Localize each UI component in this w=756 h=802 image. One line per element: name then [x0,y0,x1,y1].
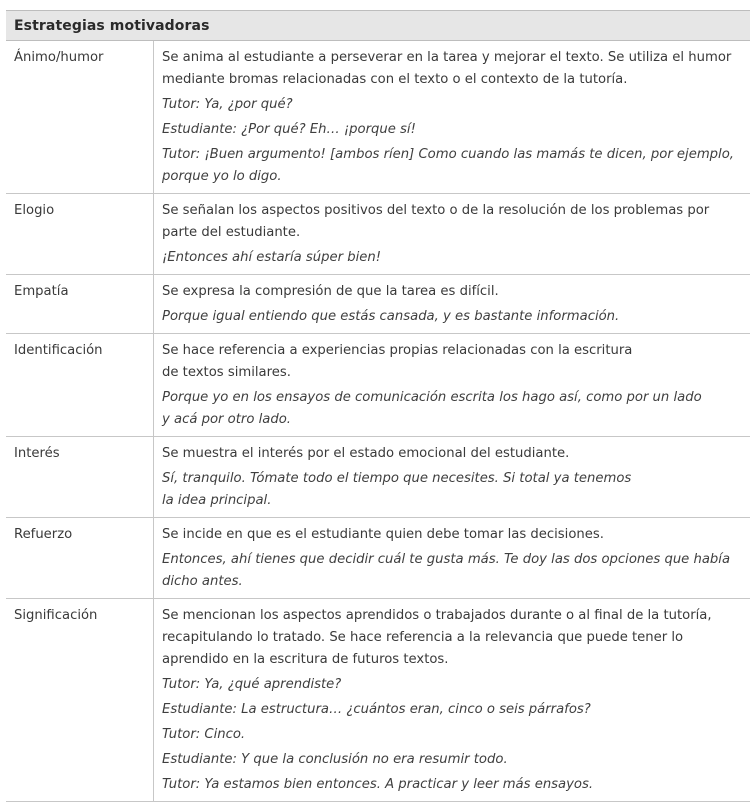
example-line: Estudiante: ¿Por qué? Eh… ¡porque sí! [162,122,416,137]
example-line: Tutor: Cinco. [162,727,246,742]
table-row [6,518,750,599]
strategy-example [162,247,744,269]
strategy-content [154,41,750,193]
strategy-description [162,281,744,303]
example-line: Entonces, ahí tienes que decidir cuál te gusta más. Te doy las dos opciones que había [162,552,731,567]
strategy-content [154,334,750,436]
strategy-example [162,306,744,328]
strategy-content [154,599,750,801]
example-line: Tutor: Ya estamos bien entonces. A practicar y leer más ensayos. [162,777,594,792]
strategy-example [162,674,744,696]
example-line: Estudiante: Y que la conclusión no era resumir todo. [162,752,508,767]
strategy-label: Refuerzo [6,518,154,598]
table-row [6,194,750,275]
description-line: de textos similares. [162,365,291,380]
strategy-description [162,340,744,384]
description-line: Se expresa la compresión de que la tarea es difícil. [162,284,499,299]
strategy-label: Interés [6,437,154,517]
table-header [6,11,750,41]
strategy-content [154,194,750,274]
strategy-example [162,549,744,593]
strategy-example [162,387,744,431]
strategy-example [162,724,744,746]
strategy-description [162,443,744,465]
table-body [6,41,750,802]
example-line: porque yo lo digo. [162,169,282,184]
example-line: Porque yo en los ensayos de comunicación escrita los hago así, como por un lado [162,390,702,405]
strategy-label: Ánimo/humor [6,41,154,193]
description-line: aprendido en la escritura de futuros textos. [162,652,449,667]
example-line: la idea principal. [162,493,272,508]
description-line: Se incide en que es el estudiante quien debe tomar las decisiones. [162,527,604,542]
description-line: parte del estudiante. [162,225,301,240]
description-line: mediante bromas relacionadas con el texto o el contexto de la tutoría. [162,72,628,87]
table-row [6,275,750,334]
example-line: Tutor: ¡Buen argumento! [ambos ríen] Como cuando las mamás te dicen, por ejemplo, [162,147,734,162]
strategy-example [162,699,744,721]
description-line: Se mencionan los aspectos aprendidos o trabajados durante o al final de la tutoría, [162,608,712,623]
strategy-example [162,468,744,512]
table-row [6,599,750,802]
strategy-example [162,119,744,141]
strategy-example [162,774,744,796]
strategy-content [154,437,750,517]
strategy-example [162,749,744,771]
strategy-description [162,524,744,546]
example-line: Estudiante: La estructura… ¿cuántos eran, cinco o seis párrafos? [162,702,591,717]
description-line: Se hace referencia a experiencias propias relacionadas con la escritura [162,343,633,358]
strategy-label: Empatía [6,275,154,333]
table-row [6,334,750,437]
strategy-label: Identificación [6,334,154,436]
table-row [6,437,750,518]
strategy-content [154,518,750,598]
description-line: Se muestra el interés por el estado emocional del estudiante. [162,446,570,461]
description-line: Se señalan los aspectos positivos del texto o de la resolución de los problemas por [162,203,710,218]
table-row [6,41,750,194]
strategy-description [162,605,744,671]
strategy-description [162,47,744,91]
strategies-table [6,10,750,802]
description-line: recapitulando lo tratado. Se hace referencia a la relevancia que puede tener lo [162,630,684,645]
strategy-label: Significación [6,599,154,801]
example-line: dicho antes. [162,574,243,589]
strategy-description [162,200,744,244]
example-line: Porque igual entiendo que estás cansada, y es bastante información. [162,309,620,324]
example-line: y acá por otro lado. [162,412,291,427]
strategy-label: Elogio [6,194,154,274]
strategy-example [162,94,744,116]
description-line: Se anima al estudiante a perseverar en la tarea y mejorar el texto. Se utiliza el humor [162,50,732,65]
strategy-example [162,144,744,188]
example-line: Tutor: Ya, ¿por qué? [162,97,293,112]
table-title: Estrategias motivadoras [14,17,210,34]
example-line: Sí, tranquilo. Tómate todo el tiempo que necesites. Si total ya tenemos [162,471,632,486]
example-line: Tutor: Ya, ¿qué aprendiste? [162,677,342,692]
strategy-content [154,275,750,333]
example-line: ¡Entonces ahí estaría súper bien! [162,250,382,265]
